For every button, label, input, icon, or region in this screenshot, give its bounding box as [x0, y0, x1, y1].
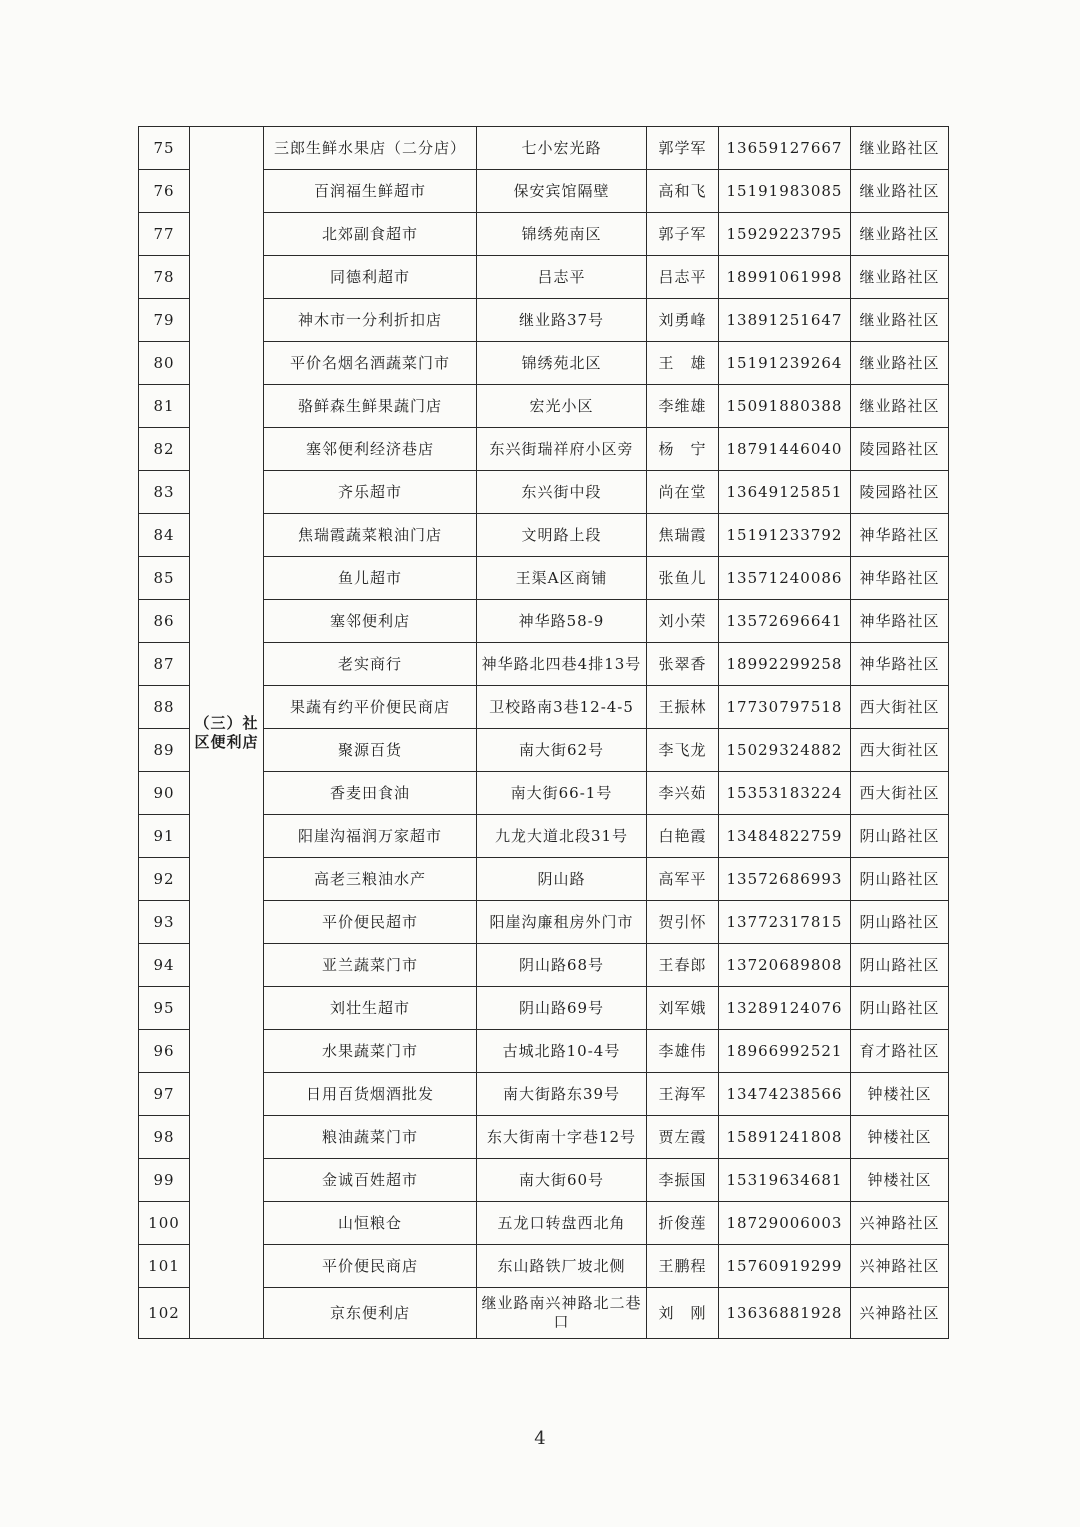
community-name: 继业路社区	[851, 256, 949, 299]
row-number: 92	[139, 858, 190, 901]
phone-number: 13891251647	[719, 299, 851, 342]
community-name: 钟楼社区	[851, 1116, 949, 1159]
store-address: 锦绣苑北区	[477, 342, 647, 385]
contact-person: 折俊莲	[647, 1202, 719, 1245]
phone-number: 18991061998	[719, 256, 851, 299]
contact-person: 白艳霞	[647, 815, 719, 858]
store-address: 神华路58-9	[477, 600, 647, 643]
store-address: 东大街南十字巷12号	[477, 1116, 647, 1159]
contact-person: 张翠香	[647, 643, 719, 686]
category-label: （三）社区便利店	[190, 127, 264, 1339]
phone-number: 15191233792	[719, 514, 851, 557]
row-number: 93	[139, 901, 190, 944]
community-name: 西大街社区	[851, 772, 949, 815]
contact-person: 郭子军	[647, 213, 719, 256]
store-name: 香麦田食油	[264, 772, 477, 815]
store-name: 亚兰蔬菜门市	[264, 944, 477, 987]
row-number: 79	[139, 299, 190, 342]
contact-person: 刘 刚	[647, 1288, 719, 1339]
community-name: 兴神路社区	[851, 1202, 949, 1245]
roster-body	[139, 127, 949, 1339]
row-number: 102	[139, 1288, 190, 1339]
phone-number: 13636881928	[719, 1288, 851, 1339]
community-name: 继业路社区	[851, 213, 949, 256]
store-name: 焦瑞霞蔬菜粮油门店	[264, 514, 477, 557]
phone-number: 15319634681	[719, 1159, 851, 1202]
phone-number: 15891241808	[719, 1116, 851, 1159]
row-number: 85	[139, 557, 190, 600]
row-number: 77	[139, 213, 190, 256]
phone-number: 15929223795	[719, 213, 851, 256]
community-name: 钟楼社区	[851, 1073, 949, 1116]
community-name: 陵园路社区	[851, 471, 949, 514]
row-number: 78	[139, 256, 190, 299]
contact-person: 杨 宁	[647, 428, 719, 471]
phone-number: 18791446040	[719, 428, 851, 471]
phone-number: 18729006003	[719, 1202, 851, 1245]
community-name: 育才路社区	[851, 1030, 949, 1073]
phone-number: 15029324882	[719, 729, 851, 772]
row-number: 84	[139, 514, 190, 557]
store-name: 高老三粮油水产	[264, 858, 477, 901]
community-name: 西大街社区	[851, 686, 949, 729]
store-address: 文明路上段	[477, 514, 647, 557]
contact-person: 贾左霞	[647, 1116, 719, 1159]
store-name: 金诚百姓超市	[264, 1159, 477, 1202]
phone-number: 13659127667	[719, 127, 851, 170]
store-address: 神华路北四巷4排13号	[477, 643, 647, 686]
community-name: 阴山路社区	[851, 858, 949, 901]
community-name: 西大街社区	[851, 729, 949, 772]
store-roster-table	[138, 126, 949, 1339]
store-name: 刘壮生超市	[264, 987, 477, 1030]
row-number: 98	[139, 1116, 190, 1159]
phone-number: 15191239264	[719, 342, 851, 385]
community-name: 阴山路社区	[851, 987, 949, 1030]
store-name: 粮油蔬菜门市	[264, 1116, 477, 1159]
store-address: 九龙大道北段31号	[477, 815, 647, 858]
store-address: 南大街60号	[477, 1159, 647, 1202]
phone-number: 15091880388	[719, 385, 851, 428]
contact-person: 焦瑞霞	[647, 514, 719, 557]
phone-number: 13474238566	[719, 1073, 851, 1116]
contact-person: 王鹏程	[647, 1245, 719, 1288]
contact-person: 李兴茹	[647, 772, 719, 815]
row-number: 100	[139, 1202, 190, 1245]
community-name: 神华路社区	[851, 600, 949, 643]
community-name: 继业路社区	[851, 127, 949, 170]
row-number: 81	[139, 385, 190, 428]
store-name: 塞邻便利经济巷店	[264, 428, 477, 471]
contact-person: 李飞龙	[647, 729, 719, 772]
contact-person: 刘勇峰	[647, 299, 719, 342]
phone-number: 15760919299	[719, 1245, 851, 1288]
community-name: 阴山路社区	[851, 815, 949, 858]
phone-number: 13289124076	[719, 987, 851, 1030]
community-name: 神华路社区	[851, 557, 949, 600]
contact-person: 高军平	[647, 858, 719, 901]
store-name: 水果蔬菜门市	[264, 1030, 477, 1073]
store-name: 同德利超市	[264, 256, 477, 299]
store-address: 锦绣苑南区	[477, 213, 647, 256]
row-number: 76	[139, 170, 190, 213]
phone-number: 13720689808	[719, 944, 851, 987]
store-address: 南大街62号	[477, 729, 647, 772]
community-name: 陵园路社区	[851, 428, 949, 471]
contact-person: 王振林	[647, 686, 719, 729]
store-address: 五龙口转盘西北角	[477, 1202, 647, 1245]
row-number: 90	[139, 772, 190, 815]
phone-number: 13571240086	[719, 557, 851, 600]
community-name: 钟楼社区	[851, 1159, 949, 1202]
table-row	[139, 127, 949, 170]
store-name: 京东便利店	[264, 1288, 477, 1339]
store-address: 南大街路东39号	[477, 1073, 647, 1116]
store-address: 吕志平	[477, 256, 647, 299]
store-name: 鱼儿超市	[264, 557, 477, 600]
store-address: 继业路南兴神路北二巷口	[477, 1288, 647, 1339]
store-address: 继业路37号	[477, 299, 647, 342]
community-name: 继业路社区	[851, 170, 949, 213]
store-name: 神木市一分利折扣店	[264, 299, 477, 342]
row-number: 82	[139, 428, 190, 471]
store-name: 阳崖沟福润万家超市	[264, 815, 477, 858]
store-address: 卫校路南3巷12-4-5	[477, 686, 647, 729]
community-name: 兴神路社区	[851, 1288, 949, 1339]
phone-number: 13484822759	[719, 815, 851, 858]
contact-person: 张鱼儿	[647, 557, 719, 600]
phone-number: 17730797518	[719, 686, 851, 729]
store-address: 南大街66-1号	[477, 772, 647, 815]
store-address: 东山路铁厂坡北侧	[477, 1245, 647, 1288]
store-address: 东兴街中段	[477, 471, 647, 514]
community-name: 兴神路社区	[851, 1245, 949, 1288]
community-name: 阴山路社区	[851, 901, 949, 944]
community-name: 神华路社区	[851, 643, 949, 686]
row-number: 97	[139, 1073, 190, 1116]
row-number: 80	[139, 342, 190, 385]
phone-number: 15353183224	[719, 772, 851, 815]
store-address: 阴山路	[477, 858, 647, 901]
store-address: 宏光小区	[477, 385, 647, 428]
store-name: 骆鲜森生鲜果蔬门店	[264, 385, 477, 428]
contact-person: 吕志平	[647, 256, 719, 299]
phone-number: 13572686993	[719, 858, 851, 901]
store-name: 百润福生鲜超市	[264, 170, 477, 213]
store-address: 阴山路69号	[477, 987, 647, 1030]
contact-person: 郭学军	[647, 127, 719, 170]
store-address: 王渠A区商铺	[477, 557, 647, 600]
row-number: 86	[139, 600, 190, 643]
contact-person: 李维雄	[647, 385, 719, 428]
phone-number: 13649125851	[719, 471, 851, 514]
contact-person: 尚在堂	[647, 471, 719, 514]
phone-number: 18966992521	[719, 1030, 851, 1073]
store-name: 山恒粮仓	[264, 1202, 477, 1245]
contact-person: 高和飞	[647, 170, 719, 213]
store-address: 古城北路10-4号	[477, 1030, 647, 1073]
store-name: 老实商行	[264, 643, 477, 686]
store-name: 平价便民超市	[264, 901, 477, 944]
community-name: 继业路社区	[851, 385, 949, 428]
contact-person: 王海军	[647, 1073, 719, 1116]
contact-person: 王 雄	[647, 342, 719, 385]
store-name: 三郎生鲜水果店（二分店）	[264, 127, 477, 170]
row-number: 91	[139, 815, 190, 858]
row-number: 95	[139, 987, 190, 1030]
row-number: 87	[139, 643, 190, 686]
phone-number: 13772317815	[719, 901, 851, 944]
phone-number: 18992299258	[719, 643, 851, 686]
store-name: 平价名烟名酒蔬菜门市	[264, 342, 477, 385]
contact-person: 刘小荣	[647, 600, 719, 643]
row-number: 99	[139, 1159, 190, 1202]
store-name: 日用百货烟酒批发	[264, 1073, 477, 1116]
row-number: 101	[139, 1245, 190, 1288]
store-name: 果蔬有约平价便民商店	[264, 686, 477, 729]
community-name: 继业路社区	[851, 342, 949, 385]
contact-person: 李雄伟	[647, 1030, 719, 1073]
store-name: 塞邻便利店	[264, 600, 477, 643]
row-number: 94	[139, 944, 190, 987]
page-number: 4	[534, 1428, 546, 1449]
store-address: 七小宏光路	[477, 127, 647, 170]
phone-number: 13572696641	[719, 600, 851, 643]
store-name: 平价便民商店	[264, 1245, 477, 1288]
row-number: 88	[139, 686, 190, 729]
phone-number: 15191983085	[719, 170, 851, 213]
row-number: 89	[139, 729, 190, 772]
contact-person: 贺引怀	[647, 901, 719, 944]
community-name: 阴山路社区	[851, 944, 949, 987]
store-address: 东兴街瑞祥府小区旁	[477, 428, 647, 471]
store-address: 阳崖沟廉租房外门市	[477, 901, 647, 944]
store-name: 北郊副食超市	[264, 213, 477, 256]
store-name: 聚源百货	[264, 729, 477, 772]
store-name: 齐乐超市	[264, 471, 477, 514]
row-number: 83	[139, 471, 190, 514]
row-number: 75	[139, 127, 190, 170]
community-name: 神华路社区	[851, 514, 949, 557]
community-name: 继业路社区	[851, 299, 949, 342]
row-number: 96	[139, 1030, 190, 1073]
contact-person: 王春郎	[647, 944, 719, 987]
contact-person: 李振国	[647, 1159, 719, 1202]
store-address: 保安宾馆隔壁	[477, 170, 647, 213]
store-address: 阴山路68号	[477, 944, 647, 987]
contact-person: 刘军娥	[647, 987, 719, 1030]
